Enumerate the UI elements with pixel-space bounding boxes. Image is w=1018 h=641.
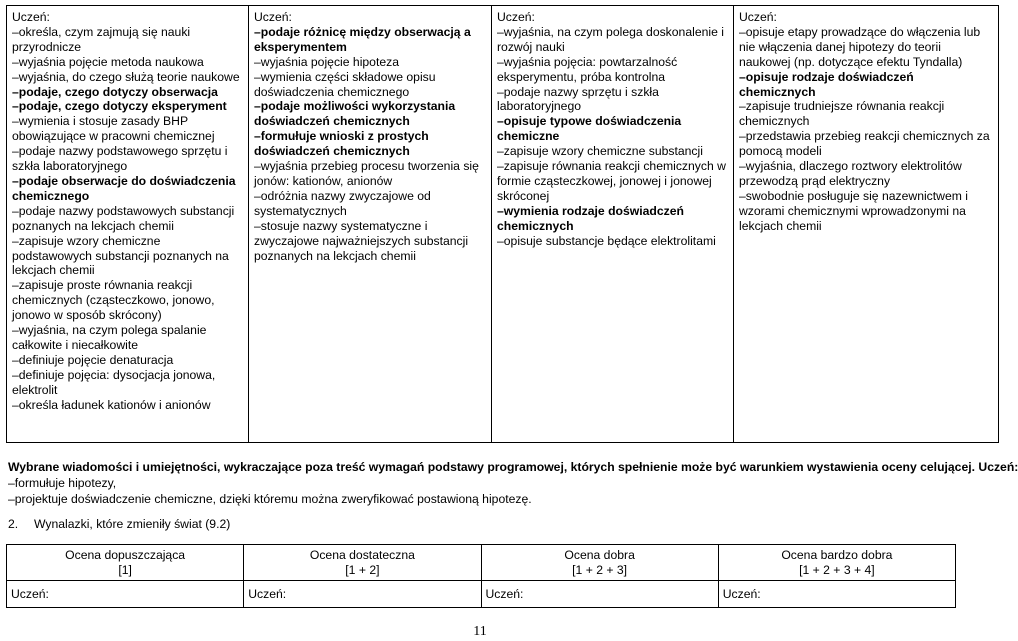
grade-content-cell: Uczeń: — [718, 581, 955, 608]
requirement-item: –podaje różnicę między obserwacją a eksperymentem — [254, 24, 471, 54]
requirement-item: –wyjaśnia pojęcie metoda naukowa — [12, 54, 204, 69]
requirements-table — [6, 5, 999, 443]
page-number: 11 — [473, 624, 487, 639]
grade-header-row — [7, 545, 956, 581]
requirement-item: –wymienia części składowe opisu doświadczenia chemicznego — [254, 69, 436, 99]
grade-header-cell — [244, 545, 481, 581]
requirement-item: –swobodnie posługuje się nazewnictwem i wzorami chemicznymi wprowadzonymi na lekcjach chemii — [739, 188, 968, 233]
requirement-item: –opisuje etapy prowadzące do włączenia lub nie włączenia danej hipotezy do teorii naukowej (np. dotyczące efektu Tyndalla) — [739, 24, 981, 69]
requirement-item: –określa ładunek kationów i anionów — [12, 397, 211, 412]
note-heading: Wybrane wiadomości i umiejętności, wykraczające poza treść wymagań podstawy programowej, których spełnienie może być warunkiem wystawienia oceny celującej. Uczeń: — [8, 460, 1018, 474]
grade-level: [1 + 2 + 3 + 4] — [799, 563, 875, 577]
column-intro: Uczeń: — [254, 10, 292, 24]
grade-name: Ocena dostateczna — [309, 548, 415, 562]
requirement-item: –wyjaśnia, do czego służą teorie naukowe — [12, 69, 240, 84]
requirement-item: –podaje możliwości wykorzystania doświadczeń chemicznych — [254, 99, 456, 129]
requirement-item: –podaje nazwy sprzętu i szkła laboratoryjnego — [497, 84, 659, 114]
requirements-col-3 — [492, 6, 734, 443]
requirement-item: –wyjaśnia pojęcie hipoteza — [254, 54, 399, 69]
requirement-item: –podaje, czego dotyczy obserwacja — [12, 84, 218, 99]
requirement-item: –opisuje typowe doświadczenia chemiczne — [497, 114, 682, 144]
grade-header-cell — [718, 545, 955, 581]
requirement-item: –formułuje wnioski z prostych doświadczeń chemicznych — [254, 129, 429, 159]
requirements-col-1 — [7, 6, 249, 443]
requirement-item: –określa, czym zajmują się nauki przyrodnicze — [12, 24, 191, 54]
requirement-item: –podaje nazwy podstawowych substancji poznanych na lekcjach chemii — [12, 203, 235, 233]
requirement-item: –zapisuje wzory chemiczne podstawowych substancji poznanych na lekcjach chemii — [12, 233, 229, 278]
requirement-item: –zapisuje trudniejsze równania reakcji chemicznych — [739, 99, 945, 129]
requirement-item: –wymienia rodzaje doświadczeń chemicznych — [497, 203, 684, 233]
requirement-item: –zapisuje równania reakcji chemicznych w formie cząsteczkowej, jonowej i jonowej skróconej — [497, 159, 726, 203]
requirement-item: –podaje obserwacje do doświadczenia chemicznego — [12, 173, 236, 203]
grade-name: Ocena bardzo dobra — [781, 548, 893, 562]
grade-table — [6, 544, 956, 608]
requirement-item: –wyjaśnia, na czym polega doskonalenie i rozwój nauki — [497, 24, 724, 54]
requirement-item: –podaje, czego dotyczy eksperyment — [12, 99, 227, 114]
grade-level: [1 + 2] — [345, 563, 380, 577]
requirement-item: –odróżnia nazwy zwyczajowe od systematycznych — [254, 188, 431, 218]
advanced-requirements-note — [8, 459, 1018, 507]
grade-content-cell: Uczeń: — [7, 581, 244, 608]
column-intro: Uczeń: — [739, 10, 777, 24]
grade-content-row — [7, 581, 956, 608]
section-title: Wynalazki, które zmieniły świat (9.2) — [34, 517, 231, 531]
grade-name: Ocena dobra — [564, 548, 635, 562]
section-heading — [8, 517, 230, 531]
requirement-item: –podaje nazwy podstawowego sprzętu i szkła laboratoryjnego — [12, 144, 228, 174]
note-item: –formułuje hipotezy, — [8, 476, 117, 490]
requirement-item: –zapisuje proste równania reakcji chemicznych (cząsteczkowo, jonowo, jonowo w sposób skrócony) — [12, 278, 215, 323]
grade-content-cell: Uczeń: — [481, 581, 718, 608]
requirement-item: –definiuje pojęcie denaturacja — [12, 352, 174, 367]
requirement-item: –stosuje nazwy systematyczne i zwyczajowe najważniejszych substancji poznanych na lekcjach chemii — [254, 218, 469, 263]
grade-name: Ocena dopuszczająca — [65, 548, 186, 562]
grade-header-cell — [7, 545, 244, 581]
requirement-item: –definiuje pojęcia: dysocjacja jonowa, elektrolit — [12, 367, 216, 397]
column-intro: Uczeń: — [12, 10, 50, 24]
requirements-col-2 — [249, 6, 492, 443]
requirement-item: –wymienia i stosuje zasady BHP obowiązujące w pracowni chemicznej — [12, 114, 215, 144]
note-item: –projektuje doświadczenie chemiczne, dzięki któremu można zweryfikować postawioną hipotezę. — [8, 492, 532, 506]
requirement-item: –wyjaśnia pojęcia: powtarzalność eksperymentu, próba kontrolna — [497, 54, 678, 84]
requirement-item: –zapisuje wzory chemiczne substancji — [497, 144, 703, 159]
requirements-col-4 — [734, 6, 999, 443]
requirement-item: –przedstawia przebieg reakcji chemicznych za pomocą modeli — [739, 129, 990, 159]
requirement-item: –opisuje substancje będące elektrolitami — [497, 233, 716, 248]
column-intro: Uczeń: — [497, 10, 535, 24]
grade-level: [1 + 2 + 3] — [572, 563, 628, 577]
requirement-item: –wyjaśnia przebieg procesu tworzenia się jonów: kationów, anionów — [254, 159, 479, 188]
requirement-item: –wyjaśnia, dlaczego roztwory elektrolitów przewodzą prąd elektryczny — [739, 159, 962, 188]
section-number: 2. — [8, 517, 19, 531]
requirement-item: –wyjaśnia, na czym polega spalanie całkowite i niecałkowite — [12, 323, 207, 352]
grade-level: [1] — [118, 563, 132, 577]
grade-content-cell: Uczeń: — [244, 581, 481, 608]
grade-header-cell — [481, 545, 718, 581]
requirements-row — [7, 6, 999, 443]
requirement-item: –opisuje rodzaje doświadczeń chemicznych — [739, 69, 914, 99]
